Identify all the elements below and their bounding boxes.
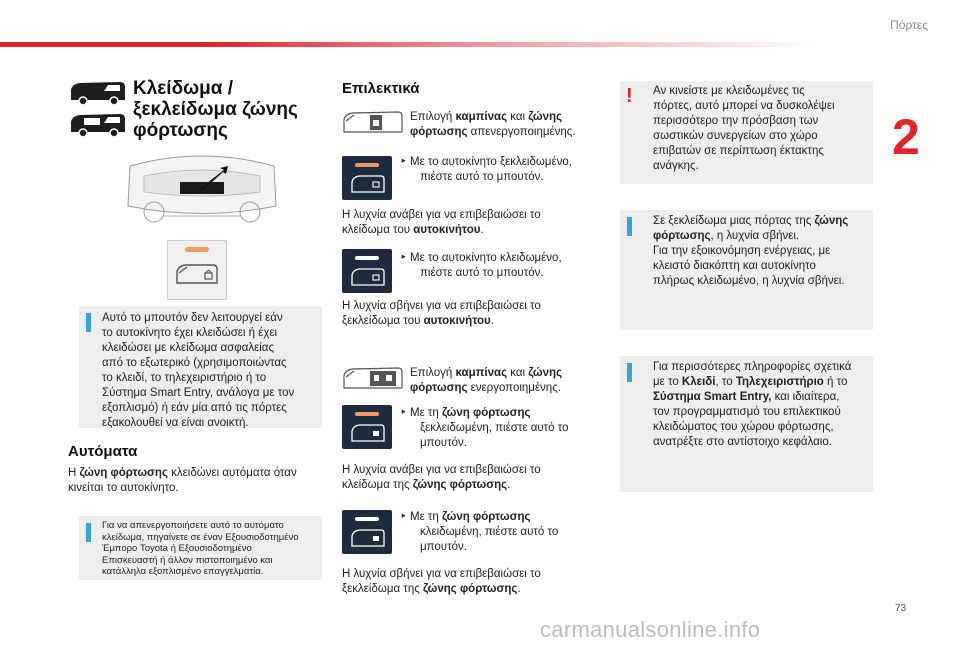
indicator-led <box>355 163 379 167</box>
van-lock-icon <box>351 265 385 289</box>
van-cargo-icon <box>68 112 128 138</box>
warning-icon: ! <box>626 85 633 107</box>
section-header: Πόρτες <box>890 18 928 32</box>
van-lock-icon <box>351 172 385 196</box>
cargo-lock-button-led-on <box>342 405 392 449</box>
info-icon <box>86 523 91 542</box>
page-title: Κλείδωμα / ξεκλείδωμα ζώνης φόρτωσης <box>133 78 298 141</box>
result-lock-cargo: Η λυχνία ανάβει για να επιβεβαιώσει το κλείδωμα της ζώνης φόρτωσης. <box>342 464 541 491</box>
van-icon <box>68 80 128 106</box>
info-icon <box>86 313 91 332</box>
selection-cabin-cargo-on: Επιλογή καμπίνας και ζώνης φόρτωσης ενεργοποιημένης. <box>410 367 563 394</box>
step-unlock-cargo: ‣ Με τη ζώνη φόρτωσης κλειδωμένη, πιέστε αυτό το μπουτόν. <box>400 511 559 553</box>
info-box-more-info: Για περισσότερες πληροφορίες σχετικά με το Κλειδί, το Τηλεχειριστήριο ή το Σύστημα Smart Entry, και ιδιαίτερα, τον προγραμματισμό του επιλεκτικού κλειδώματος του χώρου φόρτωσης, ανατρέξτε στο αντίστοιχο κεφάλαιο. <box>620 356 873 492</box>
info-box-not-working: Αυτό το μπουτόν δεν λειτουργεί εάν το αυτοκίνητο έχει κλειδώσει ή έχει κλειδώσει με κλείδωμα ασφαλείας από το εξωτερικό (χρησιμοποιώντας το κλειδί, το τηλεχειριστήριο ή το Σύστημα Smart Entry, ανάλογα με τον εξοπλισμό) ή εάν μία από τις πόρτες εξακολουθεί να είναι ανοικτή. <box>79 306 322 428</box>
chapter-number: 2 <box>892 109 920 165</box>
dashboard-illustration <box>124 146 280 238</box>
step-lock-cargo: ‣ Με τη ζώνη φόρτωσης ξεκλειδωμένη, πιέστε αυτό το μπουτόν. <box>400 407 569 449</box>
info-icon <box>627 363 632 382</box>
lock-button-illustration <box>167 240 227 300</box>
info-box-deactivate: Για να απενεργοποιήσετε αυτό το αυτόματο κλείδωμα, πηγαίνετε σε έναν Εξουσιοδοτημένο Έμπορο Toyota ή Εξουσιοδοτημένο Επισκευαστή ή άλλον πιστοποιημένο και κατάλληλα εξοπλισμένο επαγγελματία. <box>79 516 322 580</box>
header-accent-bar <box>0 42 820 47</box>
van-cabin-cargo-off-icon <box>342 108 404 138</box>
step-lock-vehicle: ‣ Με το αυτοκίνητο ξεκλειδωμένο, πιέστε αυτό το μπουτόν. <box>400 156 572 183</box>
heading-selective: Επιλεκτικά <box>342 80 420 97</box>
van-cabin-cargo-on-icon <box>342 364 404 394</box>
step-unlock-vehicle: ‣ Με το αυτοκίνητο κλειδωμένο, πιέστε αυτό το μπουτόν. <box>400 252 562 279</box>
van-cargo-lock-icon <box>351 526 385 550</box>
warning-box: ! Αν κινείστε με κλειδωμένες τις πόρτες, αυτό μπορεί να δυσκολέψει περισσότερο την πρόσβαση των σωστικών συνεργείων στο χώρο επιβατών σε περίπτωση έκτακτης ανάγκης. <box>620 81 873 184</box>
indicator-led <box>355 412 379 416</box>
result-unlock-vehicle: Η λυχνία σβήνει για να επιβεβαιώσει το ξεκλείδωμα του αυτοκινήτου. <box>342 300 541 327</box>
result-unlock-cargo: Η λυχνία σβήνει για να επιβεβαιώσει το ξεκλείδωμα της ζώνης φόρτωσης. <box>342 568 541 595</box>
lock-button-led-on <box>342 156 392 200</box>
result-lock-vehicle: Η λυχνία ανάβει για να επιβεβαιώσει το κλείδωμα του αυτοκινήτου. <box>342 209 541 236</box>
heading-automatic: Αυτόματα <box>68 443 138 460</box>
automatic-paragraph: Η ζώνη φόρτωσης κλειδώνει αυτόματα όταν κινείται το αυτοκίνητο. <box>68 467 297 494</box>
van-lock-icon <box>175 259 219 289</box>
watermark: carmanualsonline.info <box>540 617 761 642</box>
indicator-led <box>355 517 379 521</box>
cargo-lock-button-led-off <box>342 510 392 554</box>
info-box-indicator: Σε ξεκλείδωμα μιας πόρτας της ζώνης φόρτωσης, η λυχνία σβήνει. Για την εξοικονόμηση ενέργειας, με κλειστό διακόπτη και αυτοκίνητο πλήρως κλειδωμένο, η λυχνία σβήνει. <box>620 210 873 330</box>
selection-cabin-cargo-off: Επιλογή καμπίνας και ζώνης φόρτωσης απενεργοποιημένης. <box>410 111 576 138</box>
indicator-led <box>185 247 209 252</box>
indicator-led <box>355 256 379 260</box>
info-icon <box>627 217 632 236</box>
van-cargo-lock-icon <box>351 421 385 445</box>
lock-button-led-off <box>342 249 392 293</box>
page-number: 73 <box>895 603 907 614</box>
